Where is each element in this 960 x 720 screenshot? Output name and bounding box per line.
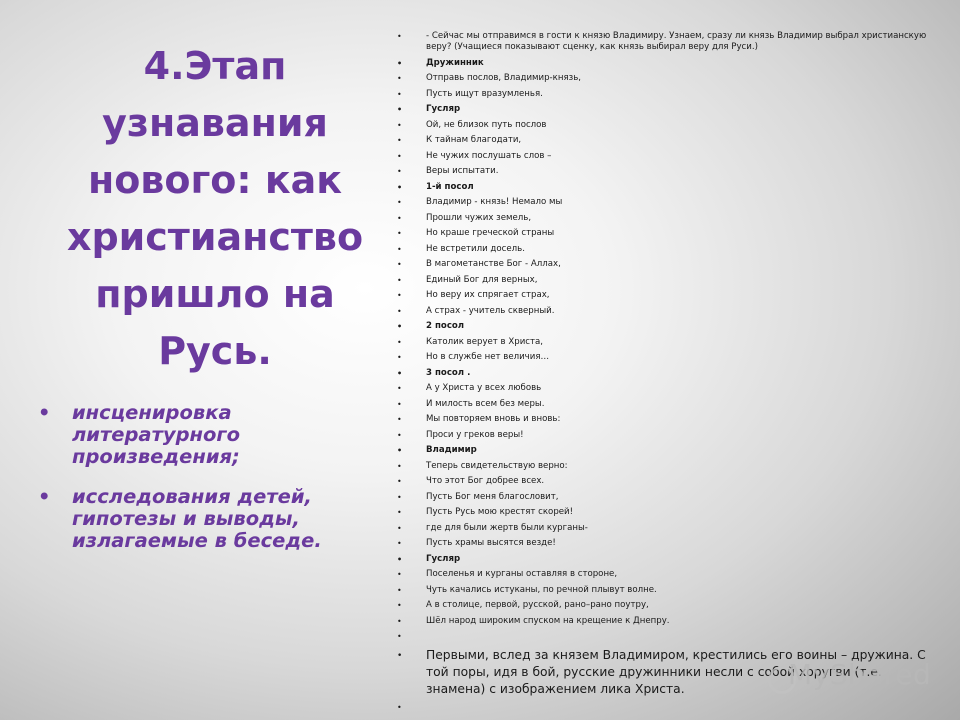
script-line: • Гусляр	[397, 104, 927, 115]
script-line: • Первыми, вслед за князем Владимиром, крестились его воины – дружина. С той поры, идя в бой, русские дружинники несли с собой хоругви (т.е. знамена) с изображением лика Христа.	[397, 647, 927, 698]
left-bullet-item: • инсценировка литературного произведения;	[38, 402, 368, 468]
script-line: • А страх - учитель скверный.	[397, 306, 927, 317]
script-line: • Шёл народ широким спуском на крещение к Днепру.	[397, 616, 927, 627]
script-line: • Проси у греков веры!	[397, 430, 927, 441]
script-line	[397, 631, 927, 642]
script-line: • В магометанстве Бог - Аллах,	[397, 259, 927, 270]
script-line: • Не чужих послушать слов –	[397, 151, 927, 162]
script-line: • Не встретили досель.	[397, 244, 927, 255]
script-line: • где для были жертв были курганы-	[397, 523, 927, 534]
script-line: • 3 посол .	[397, 368, 927, 379]
watermark: MyShared	[788, 658, 932, 691]
script-line: • Теперь свидетельствую верно:	[397, 461, 927, 472]
script-line: • Католик верует в Христа,	[397, 337, 927, 348]
script-line: • Гусляр	[397, 554, 927, 565]
left-bullet-list	[38, 402, 368, 570]
script-line: • Пусть Бог меня благословит,	[397, 492, 927, 503]
script-line: • Пусть храмы высятся везде!	[397, 538, 927, 549]
script-line: • Поселенья и курганы оставляя в стороне,	[397, 569, 927, 580]
script-line: • Пусть Русь мою крестят скорей!	[397, 507, 927, 518]
script-line: • 1-й посол	[397, 182, 927, 193]
script-line: • Пусть ищут вразумленья.	[397, 89, 927, 100]
script-line: • А в столице, первой, русской, рано–рано поутру,	[397, 600, 927, 611]
left-bullet-item: • исследования детей, гипотезы и выводы, излагаемые в беседе.	[38, 486, 368, 552]
script-line: • Единый Бог для верных,	[397, 275, 927, 286]
script-line: • Ой, не близок путь послов	[397, 120, 927, 131]
script-line: • И милость всем без меры.	[397, 399, 927, 410]
script-line	[397, 702, 927, 713]
script-line: • Что этот Бог добрее всех.	[397, 476, 927, 487]
script-line: • Владимир	[397, 445, 927, 456]
script-line: • - Сейчас мы отправимся в гости к князю Владимиру. Узнаем, сразу ли князь Владимир выбрал христианскую веру? (Учащиеся показывают сценку, как князь выбирал веру для Руси.)	[397, 31, 927, 53]
script-line: • А у Христа у всех любовь	[397, 383, 927, 394]
script-line: • Владимир - князь! Немало мы	[397, 197, 927, 208]
slide-title: 4.Этап узнавания нового: как христианство пришло на Русь.	[66, 44, 364, 373]
script-line: • Но краше греческой страны	[397, 228, 927, 239]
script-line: • К тайнам благодати,	[397, 135, 927, 146]
script-line: • Но веру их спрягает страх,	[397, 290, 927, 301]
script-line: • Отправь послов, Владимир-князь,	[397, 73, 927, 84]
script-line: • Чуть качались истуканы, по речной плывут волне.	[397, 585, 927, 596]
script-line: • Веры испытати.	[397, 166, 927, 177]
script-line: • Прошли чужих земель,	[397, 213, 927, 224]
script-line: • Но в службе нет величия…	[397, 352, 927, 363]
script-line: • Дружинник	[397, 58, 927, 69]
script-line: • Мы повторяем вновь и вновь:	[397, 414, 927, 425]
script-line: • 2 посол	[397, 321, 927, 332]
script-text-list	[397, 31, 927, 718]
